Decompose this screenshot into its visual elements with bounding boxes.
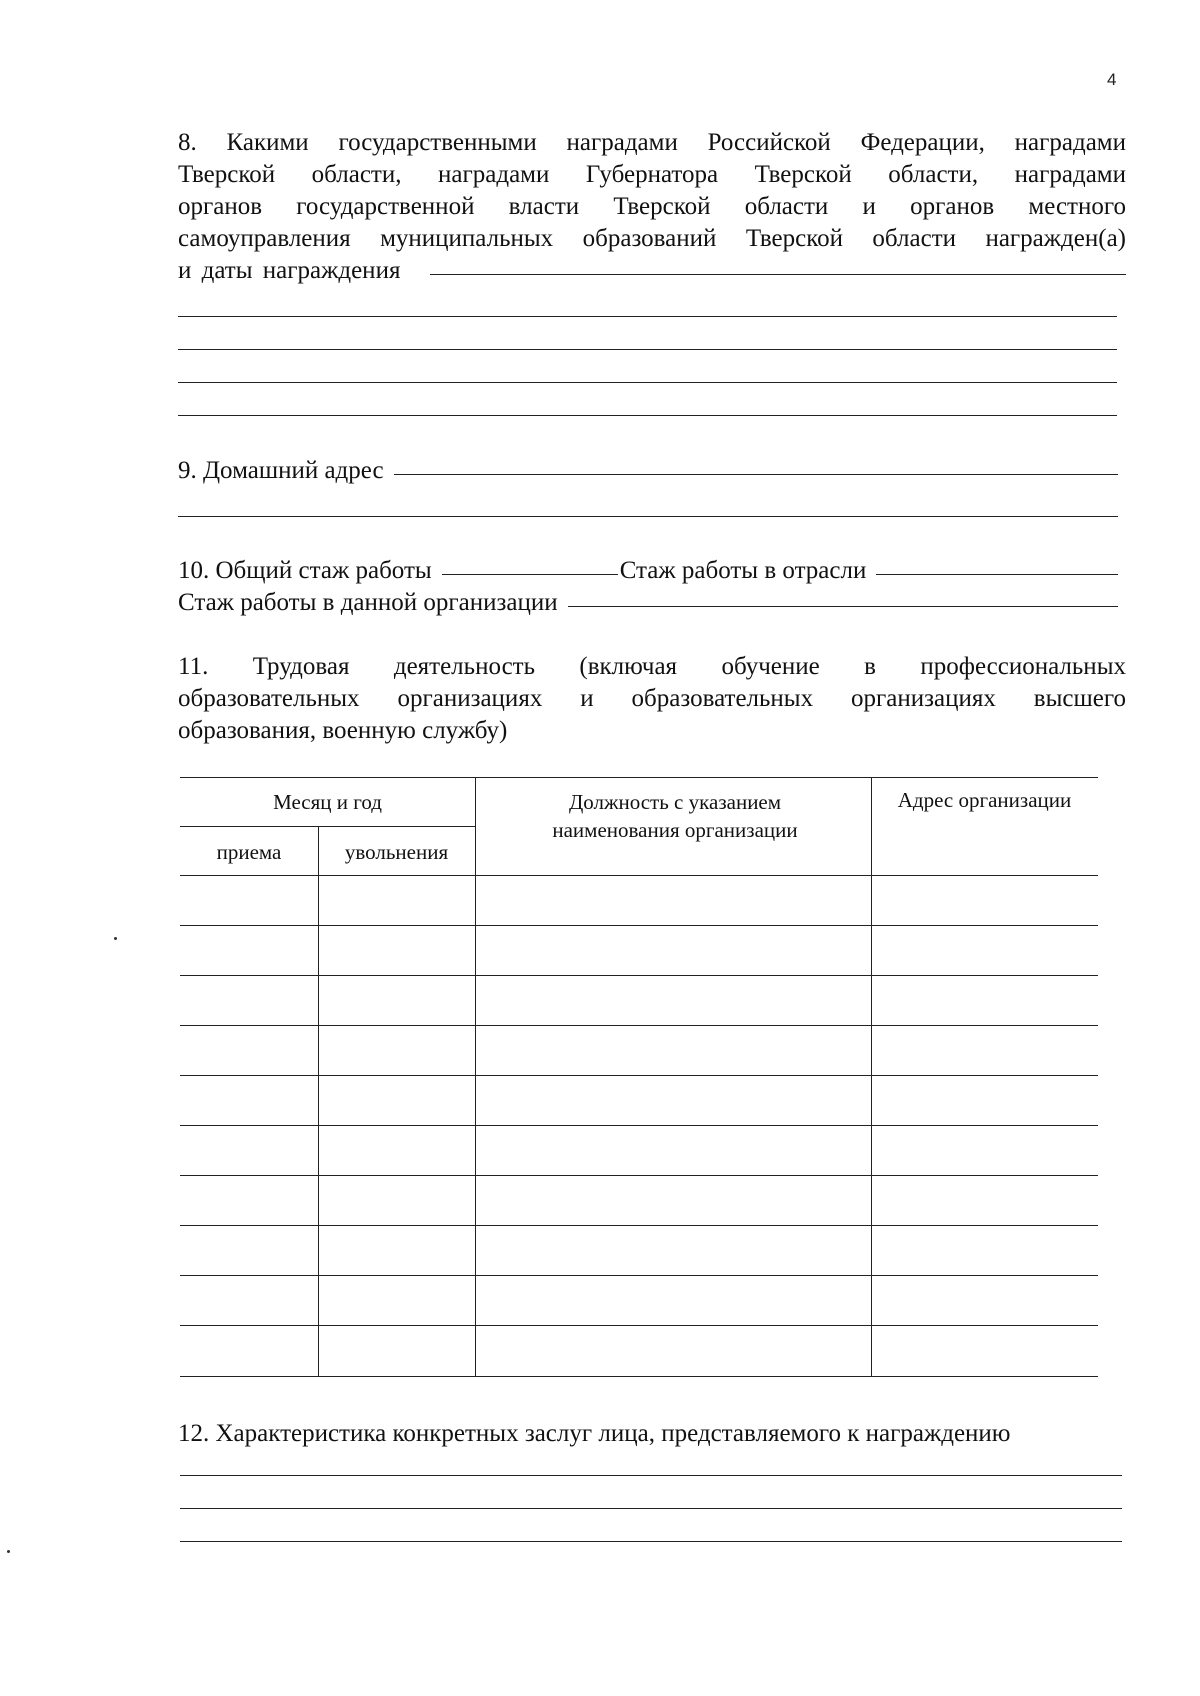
table-column-divider xyxy=(475,777,476,1377)
industry-experience-field[interactable] xyxy=(876,574,1118,575)
page-number: 4 xyxy=(1107,70,1117,89)
awards-field-line[interactable] xyxy=(178,349,1117,350)
table-row[interactable] xyxy=(180,1175,1098,1176)
scan-speck xyxy=(7,1550,10,1553)
table-header-bottom xyxy=(180,875,1098,876)
section-11-line: образовательных организациях и образовательных организациях высшего xyxy=(178,685,1126,712)
table-row[interactable] xyxy=(180,925,1098,926)
table-row[interactable] xyxy=(180,1325,1098,1326)
table-column-divider xyxy=(871,777,872,1377)
home-address-row xyxy=(178,455,1118,487)
section-8-question xyxy=(178,127,1126,287)
scan-speck xyxy=(114,937,117,940)
awards-dates-field[interactable] xyxy=(430,274,1126,275)
merits-field-line[interactable] xyxy=(180,1541,1122,1542)
awards-dates-row xyxy=(178,255,1126,287)
section-8-line: органов государственной власти Тверской области и органов местного xyxy=(178,193,1126,220)
org-experience-label: Стаж работы в данной организации xyxy=(178,589,558,616)
section-11-line: 11. Трудовая деятельность (включая обучение в профессиональных xyxy=(178,653,1126,680)
merits-field-line[interactable] xyxy=(180,1475,1122,1476)
employment-history-table xyxy=(180,777,1098,1377)
hire-header: приема xyxy=(216,840,282,864)
home-address-label: 9. Домашний адрес xyxy=(178,457,384,484)
month-year-header: Месяц и год xyxy=(273,790,382,814)
table-row[interactable] xyxy=(180,1075,1098,1076)
table-row[interactable] xyxy=(180,1025,1098,1026)
home-address-field-line[interactable] xyxy=(178,516,1118,517)
section-11-line: образования, военную службу) xyxy=(178,717,508,744)
dismissal-header: увольнения xyxy=(344,840,449,864)
section-8-line: Тверской области, наградами Губернатора Тверской области, наградами xyxy=(178,161,1126,188)
merits-label: 12. Характеристика конкретных заслуг лица, представляемого к награждению xyxy=(178,1420,1011,1447)
section-8-line: 8. Какими государственными наградами Российской Федерации, наградами xyxy=(178,129,1126,156)
awards-field-line[interactable] xyxy=(178,382,1117,383)
merits-field-line[interactable] xyxy=(180,1508,1122,1509)
table-row[interactable] xyxy=(180,1275,1098,1276)
position-header: Должность с указанием наименования организации xyxy=(552,790,798,842)
table-row[interactable] xyxy=(180,1225,1098,1226)
section-11-heading xyxy=(178,651,1126,747)
table-subheader-divider xyxy=(180,826,475,827)
table-row[interactable] xyxy=(180,975,1098,976)
org-experience-field[interactable] xyxy=(568,606,1118,607)
table-top-border xyxy=(180,777,1098,778)
table-column-divider xyxy=(318,826,319,1377)
address-header: Адрес организации xyxy=(897,788,1072,812)
section-8-line: самоуправления муниципальных образований Тверской области награжден(а) xyxy=(178,225,1126,252)
awards-dates-label: и даты награждения xyxy=(178,257,401,284)
table-row[interactable] xyxy=(180,1376,1098,1377)
industry-experience-label: Стаж работы в отрасли xyxy=(619,557,867,584)
total-experience-label: 10. Общий стаж работы xyxy=(178,557,432,584)
awards-field-line[interactable] xyxy=(178,415,1117,416)
home-address-field[interactable] xyxy=(394,474,1118,475)
total-experience-field[interactable] xyxy=(442,574,618,575)
section-10 xyxy=(178,555,1118,619)
table-row[interactable] xyxy=(180,1125,1098,1126)
awards-field-line[interactable] xyxy=(178,316,1117,317)
